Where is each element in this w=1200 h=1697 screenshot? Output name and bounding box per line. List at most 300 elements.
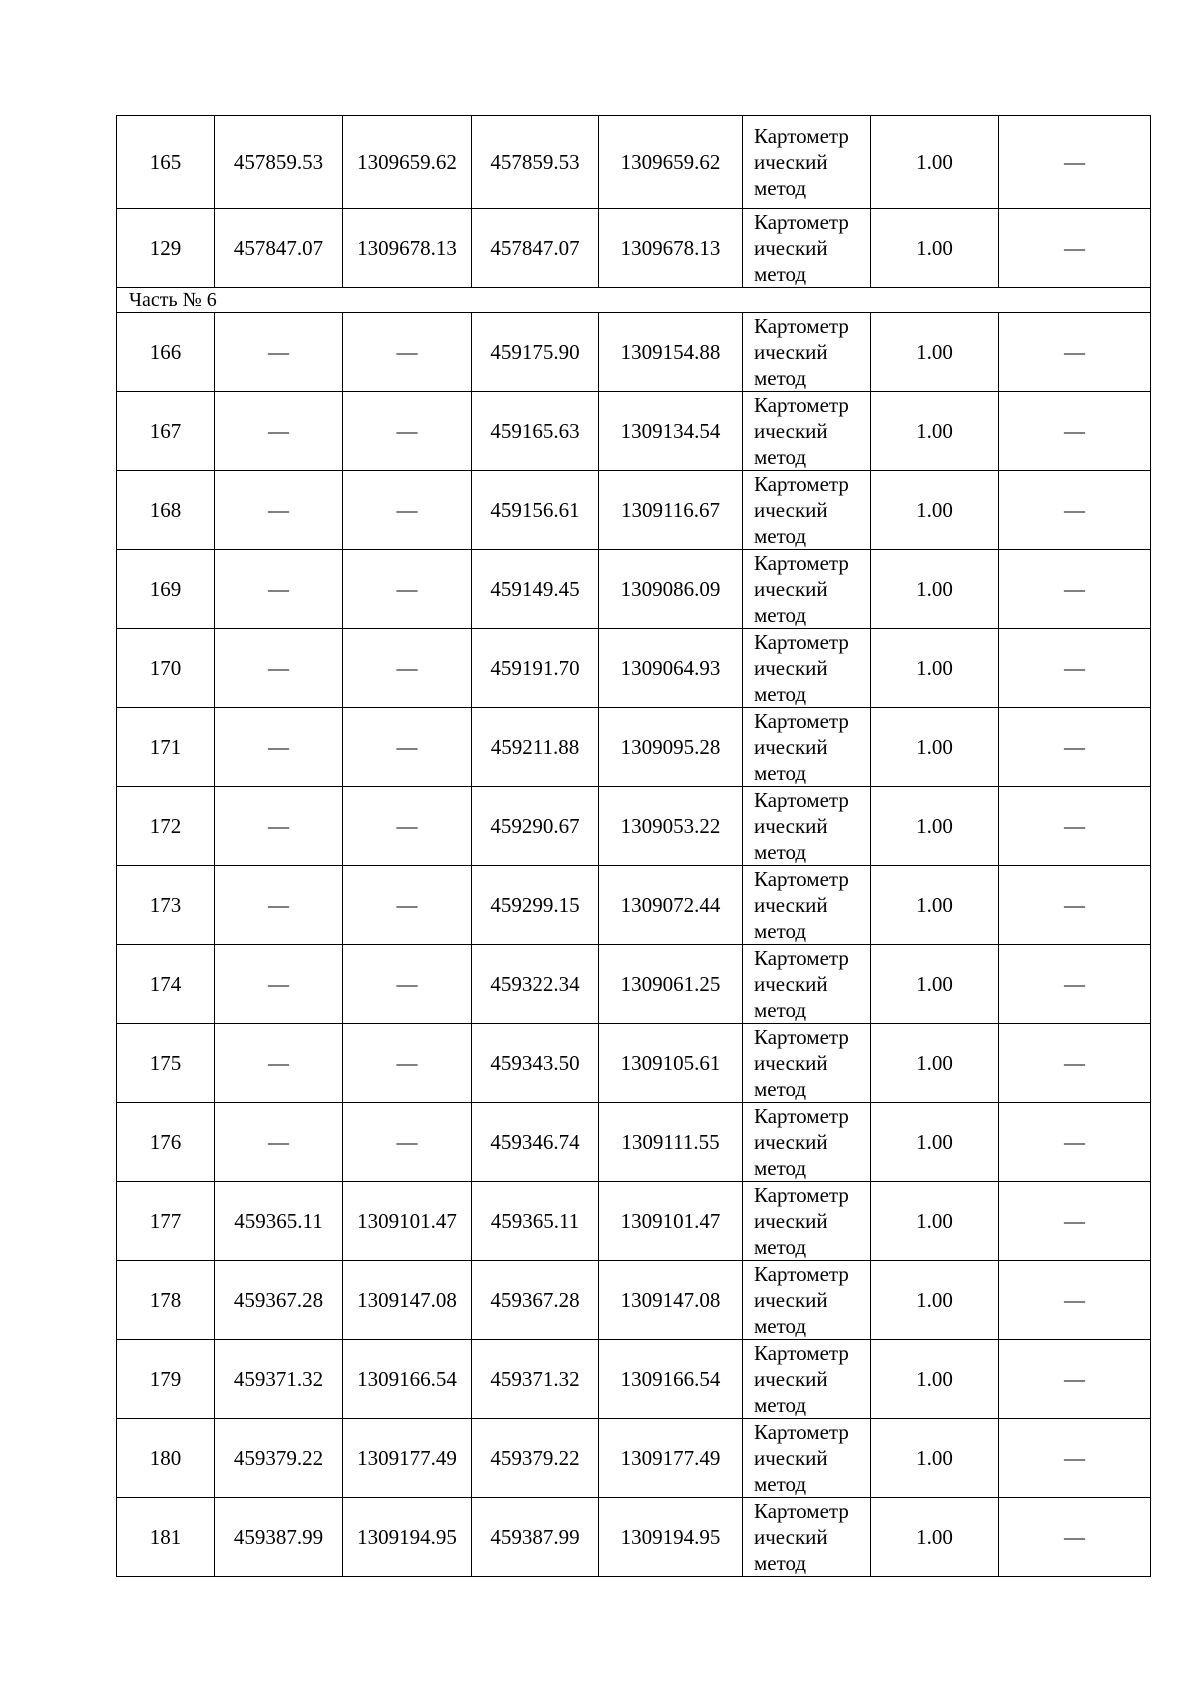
point-number-value: 168 — [149, 498, 182, 522]
accuracy-value: 1.00 — [916, 1288, 953, 1312]
method-text-line: метод — [754, 761, 807, 785]
method-text-line: Картометр — [754, 210, 849, 234]
method-text-line: ический — [754, 1051, 828, 1075]
accuracy-value: 1.00 — [916, 1051, 953, 1075]
new-y-cell — [599, 866, 743, 945]
description-value: — — [1064, 1446, 1085, 1470]
point-number-cell — [117, 945, 215, 1024]
method-cell — [743, 629, 871, 708]
new-x-value: 459346.74 — [490, 1130, 580, 1154]
method-text-line: Картометр — [754, 393, 849, 417]
existing-x-value: 457847.07 — [233, 236, 324, 260]
accuracy-cell — [871, 209, 999, 288]
table-row — [117, 1103, 1151, 1182]
new-y-value: 1309147.08 — [620, 1288, 721, 1312]
method-text-line: ический — [754, 419, 828, 443]
description-value: — — [1064, 1130, 1085, 1154]
existing-y-cell — [343, 945, 472, 1024]
method-cell — [743, 1182, 871, 1261]
method-text-line: ический — [754, 1209, 828, 1233]
new-y-value: 1309105.61 — [620, 1051, 721, 1075]
existing-y-cell — [343, 708, 472, 787]
existing-y-cell — [343, 1182, 472, 1261]
new-x-value: 457859.53 — [490, 150, 580, 174]
existing-y-cell — [343, 1340, 472, 1419]
description-cell — [999, 1498, 1151, 1577]
existing-x-cell — [215, 629, 343, 708]
description-cell — [999, 1261, 1151, 1340]
existing-y-value: — — [396, 814, 418, 838]
point-number-cell — [117, 1103, 215, 1182]
method-text-line: метод — [754, 998, 807, 1022]
new-y-cell — [599, 1261, 743, 1340]
existing-y-value: 1309659.62 — [357, 150, 457, 174]
accuracy-value: 1.00 — [916, 1367, 953, 1391]
new-y-value: 1309101.47 — [620, 1209, 721, 1233]
accuracy-value: 1.00 — [916, 236, 953, 260]
existing-y-cell — [343, 1419, 472, 1498]
new-x-cell — [472, 209, 599, 288]
existing-y-cell — [343, 116, 472, 209]
method-text-line: Картометр — [754, 1420, 849, 1444]
method-cell — [743, 313, 871, 392]
existing-y-value: 1309678.13 — [357, 236, 457, 260]
description-value: — — [1064, 735, 1085, 759]
method-cell — [743, 1498, 871, 1577]
existing-x-value: — — [268, 419, 289, 443]
existing-y-value: — — [396, 972, 418, 996]
method-text-line: ический — [754, 498, 828, 522]
new-y-cell — [599, 1182, 743, 1261]
existing-x-value: 459371.32 — [233, 1367, 324, 1391]
coordinates-table — [116, 115, 1151, 1577]
new-x-cell — [472, 708, 599, 787]
existing-y-value: — — [396, 498, 418, 522]
existing-y-value: 1309177.49 — [357, 1446, 457, 1470]
method-text-line: ический — [754, 814, 828, 838]
new-x-value: 459367.28 — [490, 1288, 580, 1312]
point-number-cell — [117, 471, 215, 550]
existing-y-value: 1309101.47 — [357, 1209, 457, 1233]
table-row — [117, 392, 1151, 471]
method-text-line: Картометр — [754, 314, 849, 338]
existing-x-value: 459367.28 — [233, 1288, 324, 1312]
new-x-cell — [472, 787, 599, 866]
new-x-value: 459211.88 — [490, 735, 580, 759]
accuracy-cell — [871, 708, 999, 787]
accuracy-cell — [871, 471, 999, 550]
new-x-cell — [472, 1340, 599, 1419]
description-cell — [999, 708, 1151, 787]
new-x-value: 459290.67 — [490, 814, 580, 838]
description-cell — [999, 313, 1151, 392]
point-number-cell — [117, 1024, 215, 1103]
description-cell — [999, 471, 1151, 550]
existing-x-cell — [215, 1419, 343, 1498]
existing-y-value: — — [396, 1130, 418, 1154]
existing-y-value: — — [396, 735, 418, 759]
new-x-cell — [472, 945, 599, 1024]
new-y-cell — [599, 787, 743, 866]
point-number-value: 181 — [149, 1525, 182, 1549]
existing-y-cell — [343, 392, 472, 471]
method-text-line: ический — [754, 1288, 828, 1312]
method-text-line: Картометр — [754, 124, 849, 148]
table-row — [117, 787, 1151, 866]
point-number-cell — [117, 392, 215, 471]
existing-x-value: — — [268, 814, 289, 838]
method-text-line: метод — [754, 176, 807, 200]
method-text-line: Картометр — [754, 788, 849, 812]
existing-x-cell — [215, 392, 343, 471]
new-y-value: 1309061.25 — [620, 972, 721, 996]
existing-y-cell — [343, 629, 472, 708]
existing-y-cell — [343, 1261, 472, 1340]
method-cell — [743, 1419, 871, 1498]
existing-x-cell — [215, 1340, 343, 1419]
point-number-value: 170 — [149, 656, 182, 680]
description-cell — [999, 629, 1151, 708]
method-text-line: Картометр — [754, 1183, 849, 1207]
accuracy-cell — [871, 392, 999, 471]
existing-x-value: — — [268, 972, 289, 996]
method-text-line: Картометр — [754, 551, 849, 575]
existing-x-value: 457859.53 — [233, 150, 324, 174]
method-text-line: метод — [754, 1551, 807, 1575]
accuracy-cell — [871, 1419, 999, 1498]
existing-x-cell — [215, 1103, 343, 1182]
new-x-value: 459299.15 — [490, 893, 580, 917]
new-x-cell — [472, 550, 599, 629]
new-y-cell — [599, 313, 743, 392]
accuracy-cell — [871, 550, 999, 629]
point-number-cell — [117, 1419, 215, 1498]
existing-x-cell — [215, 945, 343, 1024]
new-y-value: 1309053.22 — [620, 814, 721, 838]
new-x-value: 457847.07 — [490, 236, 580, 260]
table-row — [117, 866, 1151, 945]
point-number-value: 174 — [149, 972, 182, 996]
description-value: — — [1064, 656, 1085, 680]
method-text-line: метод — [754, 1235, 807, 1259]
accuracy-value: 1.00 — [916, 340, 953, 364]
method-text-line: метод — [754, 366, 807, 390]
existing-x-cell — [215, 471, 343, 550]
description-value: — — [1064, 893, 1085, 917]
description-value: — — [1064, 236, 1085, 260]
description-cell — [999, 1024, 1151, 1103]
section-label: Часть № 6 — [117, 288, 1151, 313]
new-y-cell — [599, 1340, 743, 1419]
new-x-value: 459149.45 — [490, 577, 580, 601]
accuracy-value: 1.00 — [916, 577, 953, 601]
new-y-cell — [599, 708, 743, 787]
point-number-value: 173 — [149, 893, 182, 917]
table-row — [117, 1498, 1151, 1577]
existing-y-cell — [343, 313, 472, 392]
existing-y-value: — — [396, 340, 418, 364]
point-number-value: 167 — [149, 419, 182, 443]
method-cell — [743, 550, 871, 629]
existing-y-cell — [343, 1103, 472, 1182]
new-y-cell — [599, 629, 743, 708]
new-y-value: 1309086.09 — [620, 577, 721, 601]
new-x-value: 459322.34 — [490, 972, 580, 996]
point-number-value: 179 — [149, 1367, 182, 1391]
existing-y-value: — — [396, 577, 418, 601]
description-value: — — [1064, 1525, 1085, 1549]
coordinates-table-body — [117, 116, 1151, 1577]
new-y-value: 1309072.44 — [620, 893, 721, 917]
description-value: — — [1064, 150, 1085, 174]
method-text-line: Картометр — [754, 630, 849, 654]
method-text-line: Картометр — [754, 946, 849, 970]
method-cell — [743, 1024, 871, 1103]
method-text-line: Картометр — [754, 1499, 849, 1523]
new-y-cell — [599, 1498, 743, 1577]
accuracy-value: 1.00 — [916, 656, 953, 680]
accuracy-value: 1.00 — [916, 1209, 953, 1233]
new-y-cell — [599, 392, 743, 471]
existing-y-value: 1309194.95 — [357, 1525, 457, 1549]
method-text-line: метод — [754, 1077, 807, 1101]
point-number-cell — [117, 1498, 215, 1577]
method-text-line: Картометр — [754, 1341, 849, 1365]
accuracy-value: 1.00 — [916, 735, 953, 759]
new-x-value: 459165.63 — [490, 419, 580, 443]
point-number-value: 177 — [149, 1209, 182, 1233]
new-x-cell — [472, 392, 599, 471]
point-number-value: 172 — [149, 814, 182, 838]
existing-x-value: — — [268, 893, 289, 917]
description-value: — — [1064, 1209, 1085, 1233]
point-number-cell — [117, 708, 215, 787]
document-page — [116, 115, 1150, 1577]
point-number-value: 169 — [149, 577, 182, 601]
method-text-line: ический — [754, 656, 828, 680]
existing-x-cell — [215, 209, 343, 288]
existing-x-value: — — [268, 577, 289, 601]
description-cell — [999, 787, 1151, 866]
point-number-value: 180 — [149, 1446, 182, 1470]
method-text-line: ический — [754, 735, 828, 759]
accuracy-cell — [871, 116, 999, 209]
existing-y-cell — [343, 550, 472, 629]
method-cell — [743, 1340, 871, 1419]
method-text-line: ический — [754, 1130, 828, 1154]
method-cell — [743, 116, 871, 209]
existing-y-value: 1309166.54 — [357, 1367, 457, 1391]
method-text-line: ический — [754, 1367, 828, 1391]
new-x-cell — [472, 1024, 599, 1103]
existing-y-value: — — [396, 893, 418, 917]
existing-y-cell — [343, 787, 472, 866]
table-row — [117, 1340, 1151, 1419]
existing-y-cell — [343, 471, 472, 550]
point-number-cell — [117, 1182, 215, 1261]
description-cell — [999, 550, 1151, 629]
method-cell — [743, 471, 871, 550]
new-x-cell — [472, 471, 599, 550]
point-number-cell — [117, 1340, 215, 1419]
existing-y-value: — — [396, 656, 418, 680]
new-y-cell — [599, 1419, 743, 1498]
section-header-row — [117, 288, 1151, 313]
accuracy-value: 1.00 — [916, 1525, 953, 1549]
method-text-line: метод — [754, 524, 807, 548]
table-row — [117, 1261, 1151, 1340]
existing-x-value: 459387.99 — [233, 1525, 324, 1549]
description-value: — — [1064, 498, 1085, 522]
existing-x-cell — [215, 1024, 343, 1103]
description-cell — [999, 1182, 1151, 1261]
existing-x-value: 459379.22 — [233, 1446, 324, 1470]
new-y-value: 1309659.62 — [620, 150, 721, 174]
description-cell — [999, 866, 1151, 945]
method-text-line: Картометр — [754, 1262, 849, 1286]
method-text-line: метод — [754, 603, 807, 627]
existing-x-value: 459365.11 — [234, 1209, 323, 1233]
new-y-value: 1309154.88 — [620, 340, 721, 364]
point-number-cell — [117, 116, 215, 209]
method-text-line: ический — [754, 1525, 828, 1549]
point-number-cell — [117, 866, 215, 945]
existing-x-cell — [215, 1261, 343, 1340]
new-x-value: 459387.99 — [490, 1525, 580, 1549]
new-y-value: 1309177.49 — [620, 1446, 721, 1470]
new-y-value: 1309095.28 — [620, 735, 721, 759]
description-value: — — [1064, 1288, 1085, 1312]
point-number-value: 178 — [149, 1288, 182, 1312]
description-value: — — [1064, 972, 1085, 996]
accuracy-value: 1.00 — [916, 1446, 953, 1470]
method-text-line: Картометр — [754, 867, 849, 891]
description-cell — [999, 392, 1151, 471]
accuracy-cell — [871, 1024, 999, 1103]
new-y-value: 1309111.55 — [621, 1130, 720, 1154]
accuracy-cell — [871, 1103, 999, 1182]
existing-x-value: — — [268, 340, 289, 364]
accuracy-value: 1.00 — [916, 893, 953, 917]
method-text-line: Картометр — [754, 472, 849, 496]
method-text-line: метод — [754, 919, 807, 943]
new-x-value: 459191.70 — [490, 656, 580, 680]
existing-x-cell — [215, 313, 343, 392]
method-cell — [743, 945, 871, 1024]
existing-x-value: — — [268, 498, 289, 522]
method-cell — [743, 1103, 871, 1182]
new-x-cell — [472, 116, 599, 209]
existing-y-cell — [343, 209, 472, 288]
point-number-cell — [117, 629, 215, 708]
description-value: — — [1064, 340, 1085, 364]
new-x-cell — [472, 1103, 599, 1182]
new-y-value: 1309064.93 — [620, 656, 721, 680]
accuracy-cell — [871, 787, 999, 866]
point-number-value: 166 — [149, 340, 182, 364]
method-text-line: метод — [754, 840, 807, 864]
description-value: — — [1064, 1367, 1085, 1391]
new-y-cell — [599, 945, 743, 1024]
new-y-value: 1309134.54 — [620, 419, 721, 443]
point-number-cell — [117, 209, 215, 288]
accuracy-cell — [871, 945, 999, 1024]
table-row — [117, 313, 1151, 392]
description-cell — [999, 209, 1151, 288]
method-text-line: метод — [754, 1314, 807, 1338]
description-cell — [999, 1340, 1151, 1419]
method-text-line: Картометр — [754, 1104, 849, 1128]
accuracy-cell — [871, 1498, 999, 1577]
new-x-cell — [472, 313, 599, 392]
method-text-line: ический — [754, 1446, 828, 1470]
description-cell — [999, 945, 1151, 1024]
new-x-value: 459365.11 — [490, 1209, 580, 1233]
accuracy-value: 1.00 — [916, 498, 953, 522]
table-row — [117, 1024, 1151, 1103]
new-y-cell — [599, 471, 743, 550]
description-cell — [999, 1103, 1151, 1182]
existing-x-value: — — [268, 1130, 289, 1154]
accuracy-value: 1.00 — [916, 1130, 953, 1154]
table-row — [117, 945, 1151, 1024]
table-row — [117, 209, 1151, 288]
new-y-cell — [599, 209, 743, 288]
method-cell — [743, 1261, 871, 1340]
existing-x-cell — [215, 866, 343, 945]
existing-x-cell — [215, 787, 343, 866]
new-x-cell — [472, 1182, 599, 1261]
accuracy-value: 1.00 — [916, 150, 953, 174]
point-number-value: 171 — [149, 735, 182, 759]
existing-x-value: — — [268, 656, 289, 680]
method-cell — [743, 209, 871, 288]
point-number-cell — [117, 1261, 215, 1340]
existing-y-cell — [343, 1498, 472, 1577]
new-x-cell — [472, 629, 599, 708]
new-y-value: 1309116.67 — [621, 498, 720, 522]
table-row — [117, 116, 1151, 209]
existing-x-cell — [215, 708, 343, 787]
point-number-cell — [117, 550, 215, 629]
method-text-line: ический — [754, 972, 828, 996]
point-number-value: 129 — [149, 236, 182, 260]
description-cell — [999, 1419, 1151, 1498]
table-row — [117, 708, 1151, 787]
method-text-line: метод — [754, 262, 807, 286]
table-row — [117, 471, 1151, 550]
method-text-line: ический — [754, 577, 828, 601]
description-value: — — [1064, 419, 1085, 443]
description-cell — [999, 116, 1151, 209]
point-number-value: 175 — [149, 1051, 182, 1075]
existing-x-cell — [215, 550, 343, 629]
existing-x-value: — — [268, 1051, 289, 1075]
new-x-value: 459379.22 — [490, 1446, 580, 1470]
method-text-line: метод — [754, 1393, 807, 1417]
existing-x-cell — [215, 1498, 343, 1577]
accuracy-value: 1.00 — [916, 972, 953, 996]
accuracy-value: 1.00 — [916, 814, 953, 838]
method-text-line: метод — [754, 682, 807, 706]
method-text-line: ический — [754, 893, 828, 917]
new-y-value: 1309166.54 — [620, 1367, 721, 1391]
accuracy-value: 1.00 — [916, 419, 953, 443]
new-y-cell — [599, 550, 743, 629]
method-cell — [743, 708, 871, 787]
method-cell — [743, 392, 871, 471]
accuracy-cell — [871, 1261, 999, 1340]
